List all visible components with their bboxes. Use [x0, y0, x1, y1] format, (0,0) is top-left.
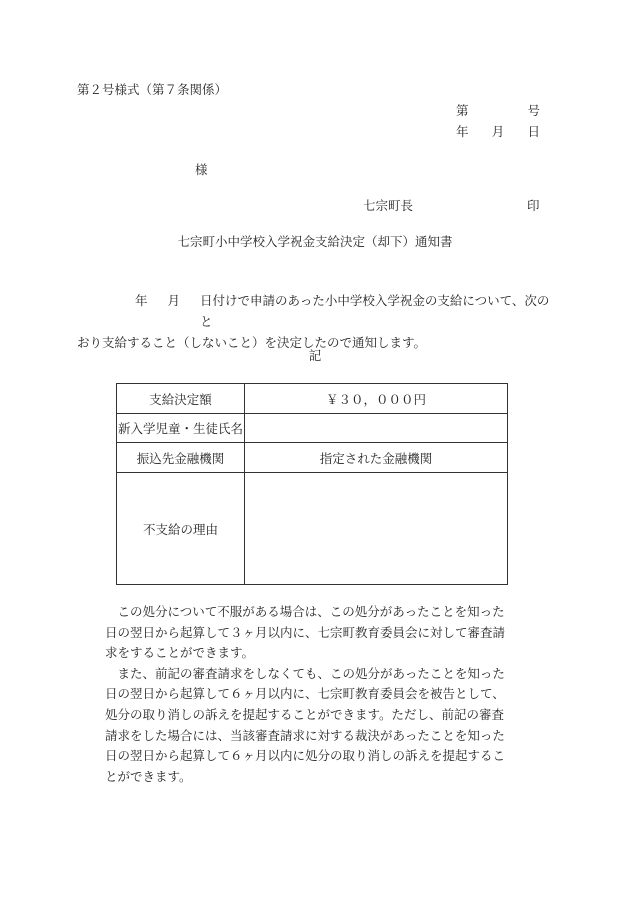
intro-year: 年 [135, 293, 148, 308]
table-row [117, 473, 508, 585]
table-row [117, 384, 508, 414]
table-row [117, 414, 508, 443]
row-value-amount: ￥３０，０００円 [245, 384, 508, 414]
document-number-line [456, 103, 540, 119]
row-value-bank: 指定された金融機関 [245, 443, 508, 473]
seal-mark: 印 [527, 198, 540, 213]
row-label-student-name: 新入学児童・生徒氏名 [117, 414, 245, 443]
form-number: 第２号様式（第７条関係） [77, 82, 228, 97]
notice-paragraph-2: また、前記の審査請求をしなくても、この処分があったことを知った日の翌日から起算して６ヶ月以内に、七宗町教育委員会を被告として、処分の取り消しの訴えを提起することができます。ただし、前記の審査請求をした場合には、当該審査請求に対する裁決があったことを知った日の翌日から起算して６ヶ月以内に処分の取り消しの訴えを提起することができます。 [105, 665, 506, 784]
intro-paragraph [77, 290, 553, 353]
intro-month: 月 [167, 293, 181, 308]
date-year: 年 [456, 124, 469, 139]
table-row [117, 443, 508, 473]
document-title: 七宗町小中学校入学祝金支給決定（却下）通知書 [177, 234, 453, 249]
intro-line1-text: 日付けで申請のあった小中学校入学祝金の支給について、次のと [200, 293, 550, 329]
row-label-amount: 支給決定額 [117, 384, 245, 414]
number-prefix: 第 [456, 103, 469, 118]
row-label-bank: 振込先金融機関 [117, 443, 245, 473]
row-value-reason [245, 473, 508, 585]
intro-line-1 [77, 290, 553, 332]
issue-date-line [456, 124, 540, 140]
number-suffix: 号 [527, 103, 540, 118]
intro-line-2: おり支給すること（しないこと）を決定したので通知します。 [77, 335, 427, 350]
row-value-student-name [245, 414, 508, 443]
appeal-notice [105, 602, 509, 787]
issuer-mayor: 七宗町長 [363, 198, 414, 213]
recipient-honorific: 様 [195, 162, 208, 177]
notice-paragraph-1: この処分について不服がある場合は、この処分があったことを知った日の翌日から起算して３ヶ月以内に、七宗町教育委員会に対して審査請求をすることができます。 [105, 604, 506, 661]
date-month: 月 [491, 124, 505, 139]
ki-heading: 記 [308, 348, 322, 363]
detail-table [116, 383, 508, 585]
row-label-reason: 不支給の理由 [117, 473, 245, 585]
date-day: 日 [527, 124, 540, 139]
